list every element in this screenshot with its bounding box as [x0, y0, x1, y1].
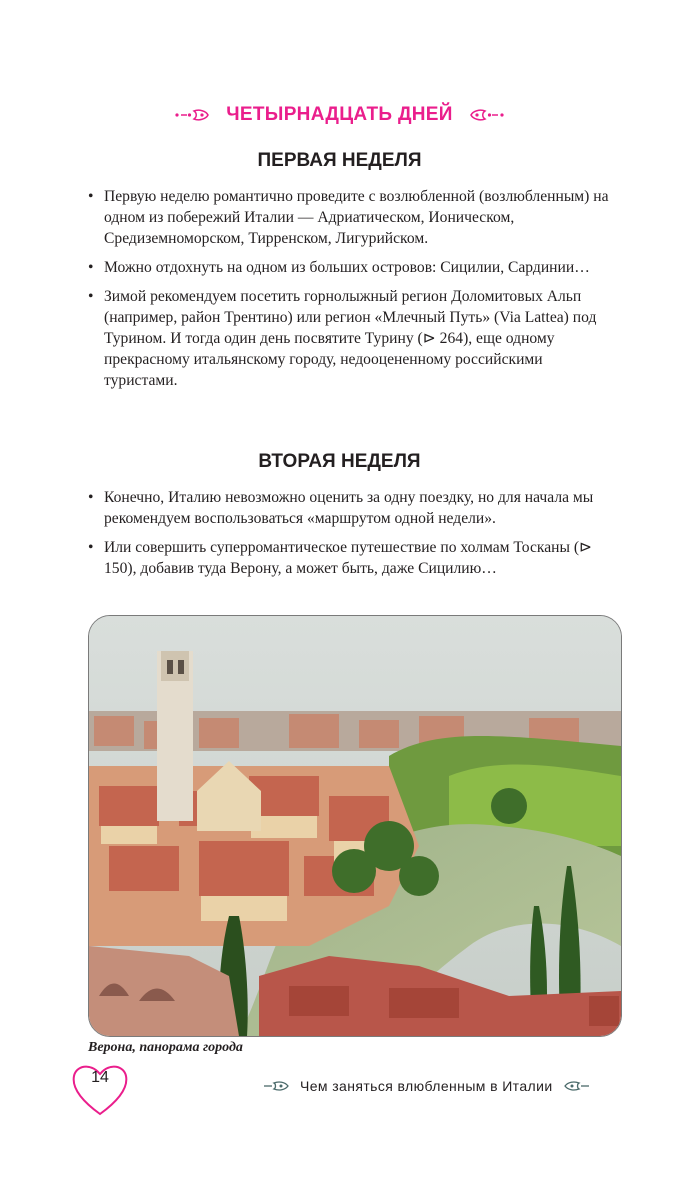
page-number: 14 — [91, 1069, 109, 1086]
list-item: • Зимой рекомендуем посетить горнолыжный регион Доломитовых Альп (например, район Трентино) или регион «Млечный Путь» (Via Lattea) под Турином. И тогда один день посвятите Турину (⊳ 264), еще одному прекрасному итальянскому городу, недооцененному российскими туристами. — [88, 286, 614, 391]
week2-heading: ВТОРАЯ НЕДЕЛЯ — [258, 451, 421, 472]
running-footer — [262, 1076, 591, 1096]
chapter-header — [0, 100, 679, 130]
week1-heading: ПЕРВАЯ НЕДЕЛЯ — [257, 150, 422, 171]
ornament-left-icon — [174, 108, 212, 122]
verona-panorama-image — [89, 616, 621, 1036]
chapter-title: ЧЕТЫРНАДЦАТЬ ДНЕЙ — [226, 104, 453, 125]
ornament-right-icon — [467, 108, 505, 122]
list-item: • Конечно, Италию невозможно оценить за одну поездку, но для начала мы рекомендуем воспользоваться «маршрутом одной недели». — [88, 487, 614, 529]
week1-list — [88, 186, 614, 399]
ornament-footer-right-icon — [561, 1080, 591, 1092]
footer-title: Чем заняться влюбленным в Италии — [300, 1078, 553, 1094]
photo-caption: Верона, панорама города — [88, 1040, 243, 1055]
list-item: • Можно отдохнуть на одном из больших островов: Сицилии, Сардинии… — [88, 257, 614, 278]
list-item: • Или совершить суперромантическое путешествие по холмам Тосканы (⊳ 150), добавив туда Верону, а может быть, даже Сицилию… — [88, 537, 614, 579]
verona-photo — [88, 615, 622, 1037]
ornament-footer-left-icon — [262, 1080, 292, 1092]
list-item: • Первую неделю романтично проведите с возлюбленной (возлюбленным) на одном из побережий Италии — Адриатическом, Ионическом, Средиземноморском, Тирренском, Лигурийском. — [88, 186, 614, 249]
page-number-badge — [70, 1062, 130, 1118]
week2-list — [88, 487, 614, 587]
